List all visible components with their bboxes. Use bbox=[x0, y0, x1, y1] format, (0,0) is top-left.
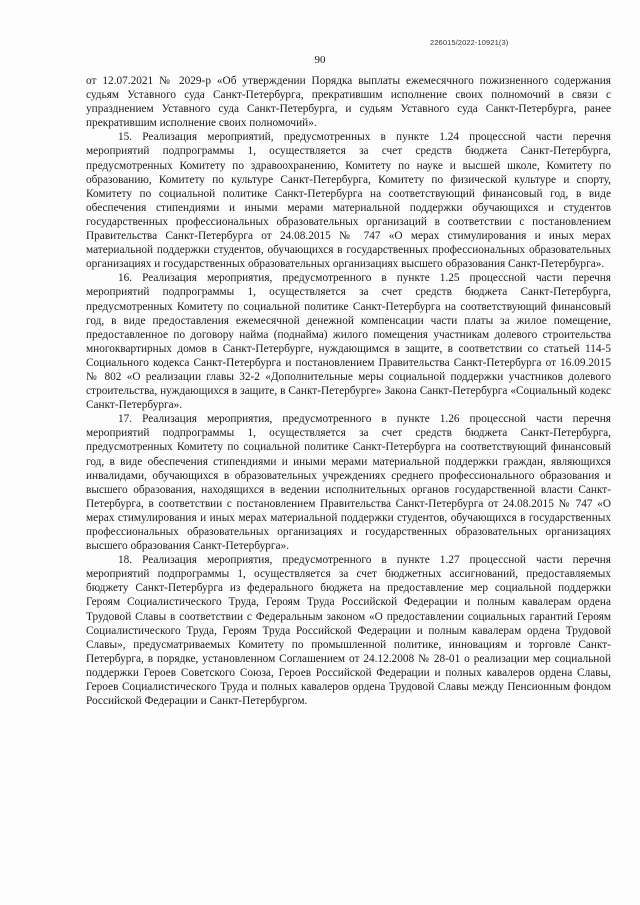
document-id: 226015/2022-10921(3) bbox=[430, 38, 509, 47]
paragraph-15: 15. Реализация мероприятий, предусмотренных в пункте 1.24 процессной части перечня мероприятий подпрограммы 1, осуществляется за счет средств бюджета Санкт-Петербурга, предусмотренных Комитету по здравоохранению, Комитету по науке и высшей школе, Комитету по образованию, Комитету по культуре Санкт-Петербурга, Комитету по физической культуре и спорту, Комитету по социальной политике Санкт-Петербурга на соответствующий финансовый год, в виде обеспечения стипендиями и иными мерами материальной поддержки обучающихся и студентов государственных профессиональных образовательных организаций в соответствии с постановлением Правительства Санкт-Петербурга от 24.08.2015 № 747 «О мерах стимулирования и иных мерах материальной поддержки студентов, обучающихся в государственных профессиональных образовательных организациях и государственных образовательных организациях высшего образования Санкт-Петербурга». bbox=[86, 131, 611, 271]
page-number: 90 bbox=[314, 54, 326, 66]
paragraph-17: 17. Реализация мероприятия, предусмотренного в пункте 1.26 процессной части перечня мероприятий подпрограммы 1, осуществляется за счет средств бюджета Санкт-Петербурга, предусмотренных Комитету по социальной политике Санкт-Петербурга на соответствующий финансовый год, в виде обеспечения стипендиями и иными мерами материальной поддержки граждан, являющихся инвалидами, обучающихся в образовательных учреждениях среднего профессионального образования и высшего образования, находящихся в ведении исполнительных органов государственной власти Санкт-Петербурга, в соответствии с постановлением Правительства Санкт-Петербурга от 24.08.2015 № 747 «О мерах стимулирования и иных мерах материальной поддержки студентов, обучающихся в государственных профессиональных образовательных организациях и государственных образовательных организациях высшего образования Санкт-Петербурга». bbox=[86, 413, 611, 553]
paragraph-16: 16. Реализация мероприятия, предусмотренного в пункте 1.25 процессной части перечня мероприятий подпрограммы 1, осуществляется за счет средств бюджета Санкт-Петербурга, предусмотренных Комитету по социальной политике Санкт-Петербурга на соответствующий финансовый год, в виде предоставления ежемесячной денежной компенсации части платы за жилое помещение, предоставленное по договору найма (поднайма) жилого помещения участникам долевого строительства многоквартирных домов в Санкт-Петербурге, нуждающимся в защите, в соответствии со статьей 114-5 Социального кодекса Санкт-Петербурга и постановлением Правительства Санкт-Петербурга от 16.09.2015 № 802 «О реализации главы 32-2 «Дополнительные меры социальной поддержки участников долевого строительства, нуждающихся в защите, в Санкт-Петербурге» Закона Санкт-Петербурга «Социальный кодекс Санкт-Петербурга». bbox=[86, 272, 611, 412]
paragraph-continuation: от 12.07.2021 № 2029-р «Об утверждении Порядка выплаты ежемесячного пожизненного содержания судьям Уставного суда Санкт-Петербурга, прекратившим исполнение своих полномочий в связи с упразднением Уставного суда Санкт-Петербурга, и судьям Уставного суда Санкт-Петербурга, ранее прекратившим исполнение своих полномочий». bbox=[86, 75, 611, 130]
paragraph-18: 18. Реализация мероприятия, предусмотренного в пункте 1.27 процессной части перечня мероприятий подпрограммы 1, осуществляется за счет бюджетных ассигнований, предоставляемых бюджету Санкт-Петербурга из федерального бюджета на предоставление мер социальной поддержки Героям Социалистического Труда, Героям Труда Российской Федерации и полным кавалерам ордена Трудовой Славы в соответствии с Федеральным законом «О предоставлении социальных гарантий Героям Социалистического Труда, Героям Труда Российской Федерации и полным кавалерам ордена Трудовой Славы», предусматриваемых Комитету по промышленной политике, инновациям и торговле Санкт-Петербурга, в порядке, установленном Соглашением от 24.12.2008 № 28-01 о реализации мер социальной поддержки Героев Советского Союза, Героев Российской Федерации и полных кавалеров ордена Славы, Героев Социалистического Труда и полных кавалеров ордена Трудовой Славы между Пенсионным фондом Российской Федерации и Санкт-Петербургом. bbox=[86, 554, 611, 708]
document-body bbox=[86, 74, 611, 708]
